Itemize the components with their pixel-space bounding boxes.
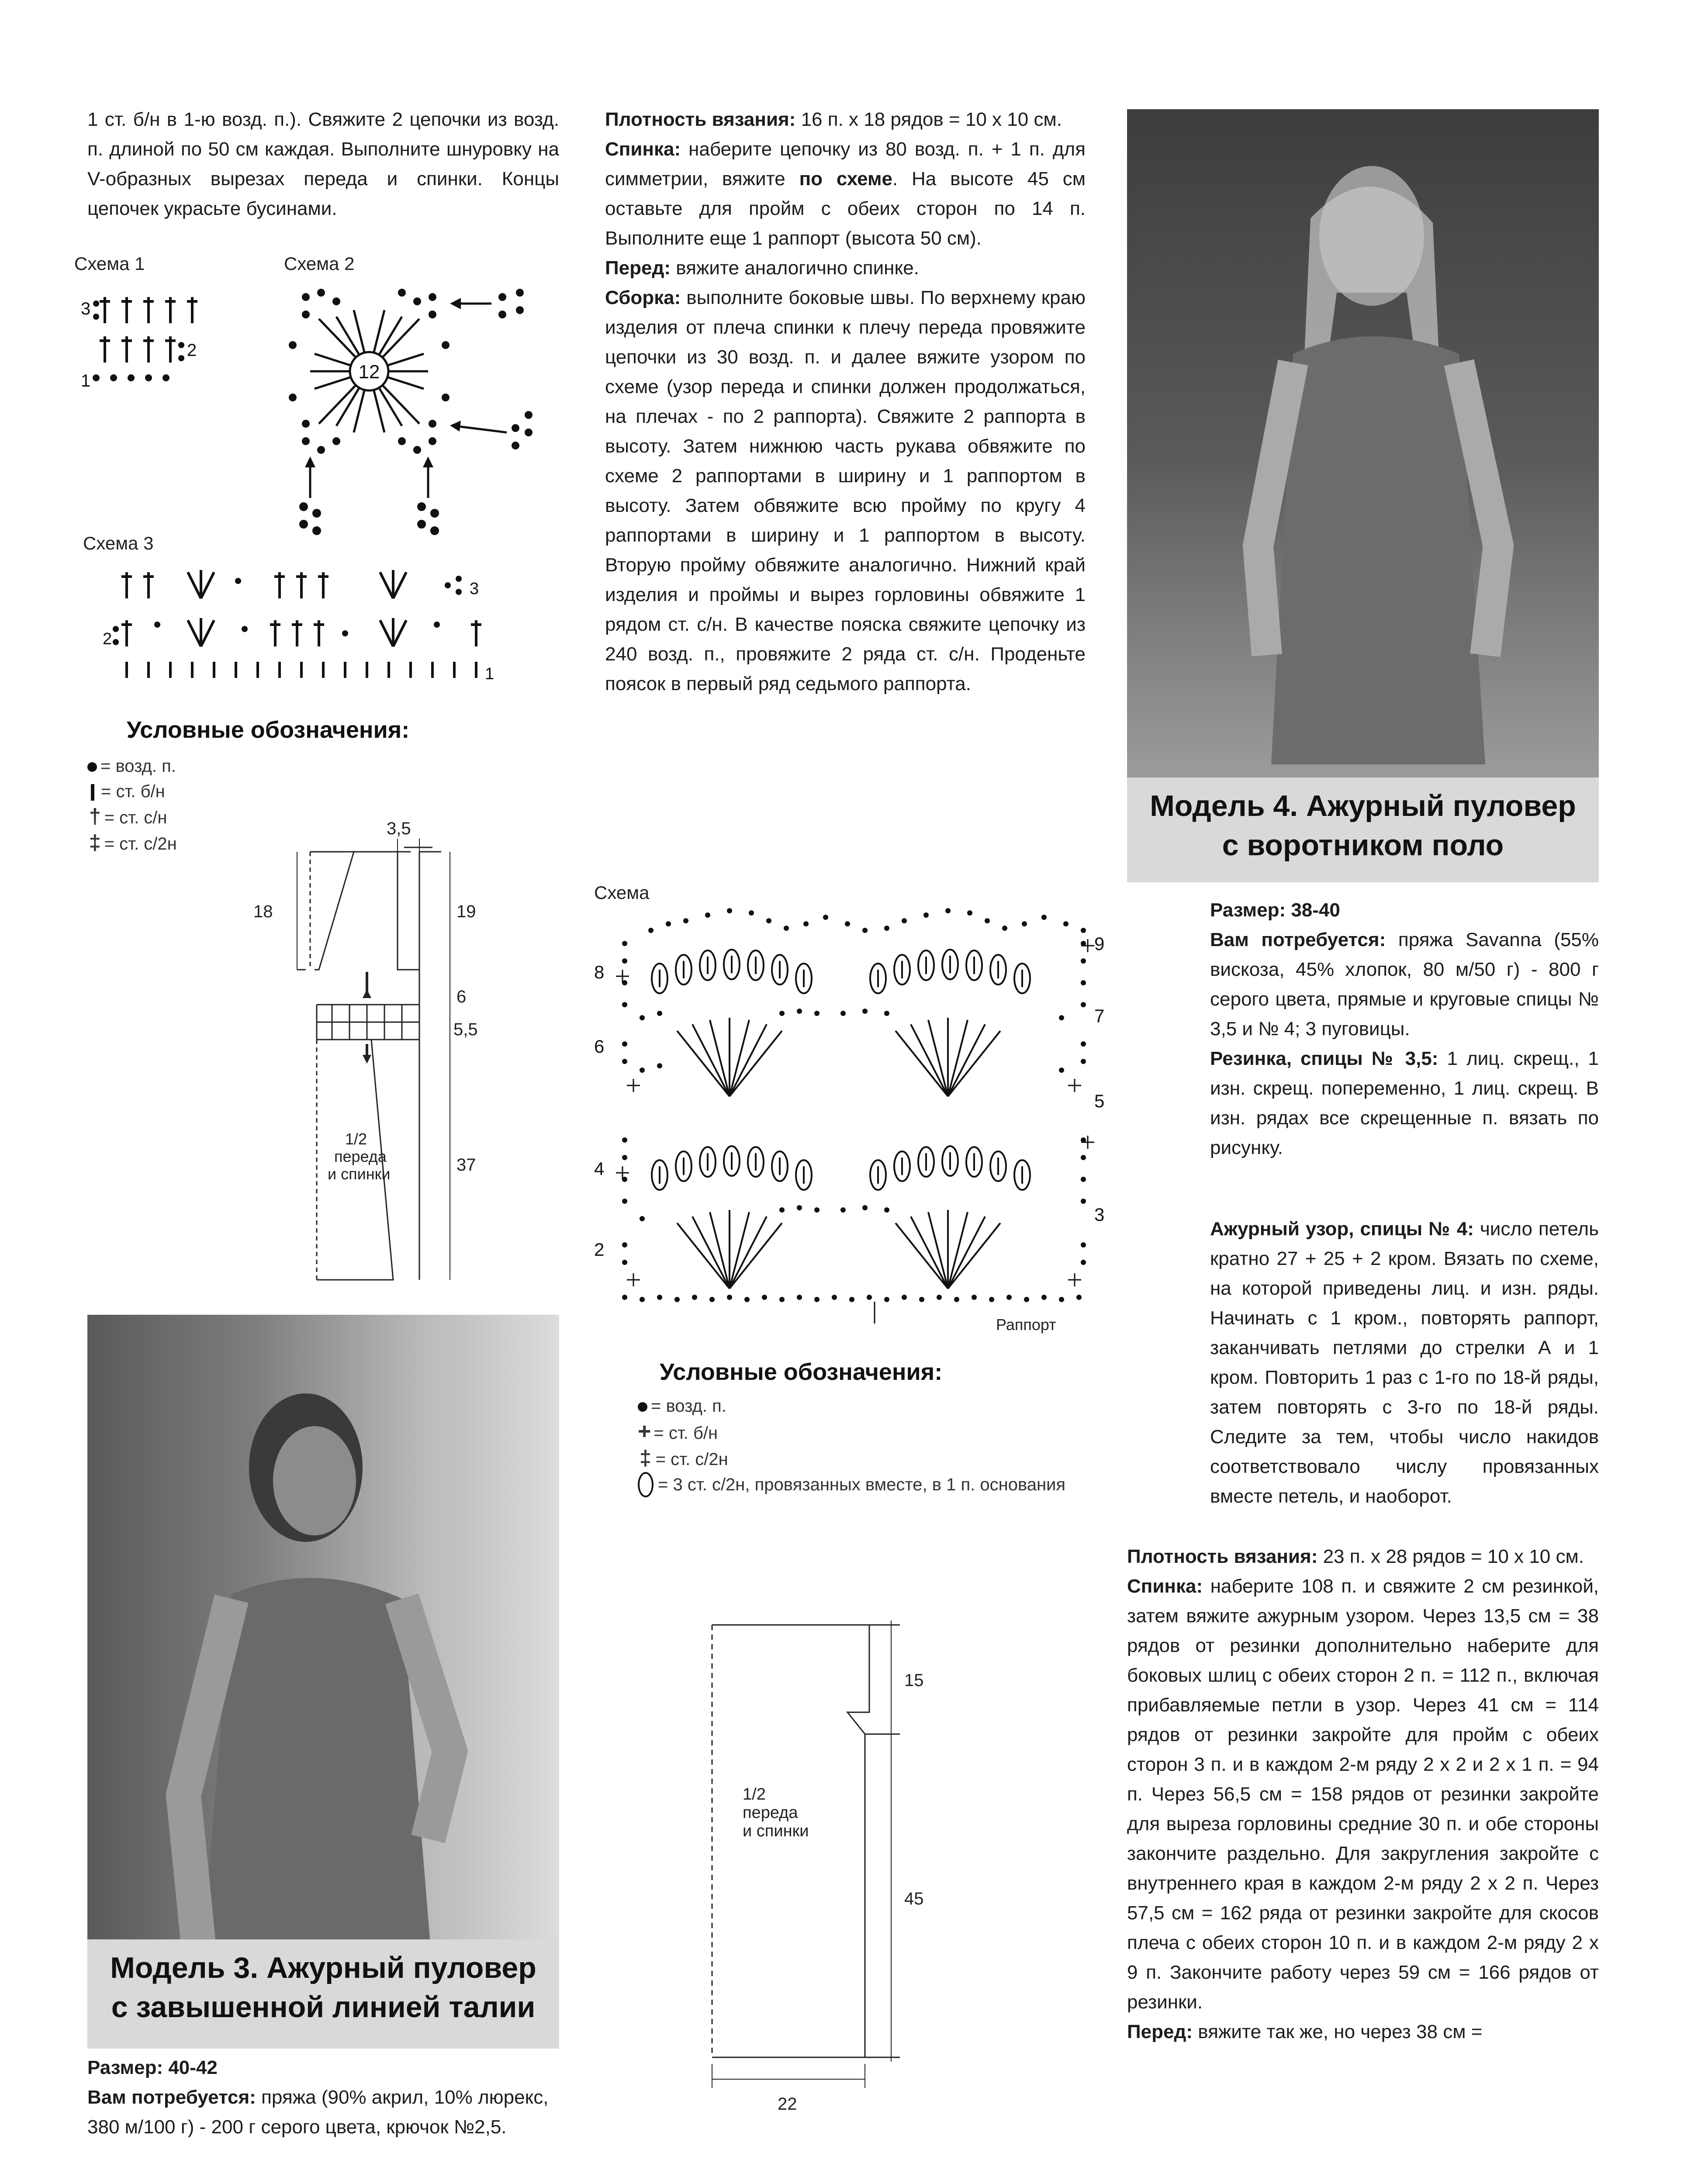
col2-scheme-label: Схема <box>594 882 650 903</box>
pattern1-dim-top: 3,5 <box>387 819 411 838</box>
model3-title-line2: с завышенной линией талии <box>111 1990 536 2024</box>
col1-pattern-diagram <box>245 773 550 1297</box>
col2-pattern-diagram <box>686 1607 992 2149</box>
pattern1-dim-6: 6 <box>456 987 467 1006</box>
pattern2-half-label: 1/2 переда и спинки <box>743 1785 809 1840</box>
row-num-3: 3 <box>1094 1204 1105 1225</box>
model4-front: Перед: вяжите так же, но через 38 см = <box>1127 2021 1483 2042</box>
pattern1-dim-left: 18 <box>253 902 273 921</box>
legend-plus-icon: + <box>638 1419 651 1444</box>
model3-title-line1: Модель 3. Ажурный пуловер <box>110 1951 536 1984</box>
col1-intro-paragraph: 1 ст. б/н в 1-ю возд. п.). Свяжите 2 цепочки из возд. п. длиной по 50 см каждая. Выполните шнуровку на V-образных вырезах переда и спинки. Концы цепочек украсьте бусинами. <box>87 109 559 219</box>
legend-tr-icon: ‡ <box>89 831 101 854</box>
col3-text-bottom <box>1127 1542 1599 2047</box>
model3-size: Размер: 40-42 <box>87 2057 218 2078</box>
model3-specs <box>87 2053 559 2142</box>
col1-legend <box>87 753 177 857</box>
col2-assembly: Сборка: выполните боковые швы. По верхнему краю изделия от плеча спинки к плечу переда провяжите цепочки из 30 возд. п. и далее вяжите узором по схеме (узор переда и спинки должен продолжаться, на плечах - по 2 раппорта). Свяжите 2 раппорта в высоту. Затем нижнюю часть рукава обвяжите по схеме 2 раппортами в ширину и 1 раппортом в высоту. Затем обвяжите всю пройму по кругу 4 раппортами в ширину и 1 раппортом в высоту. Вторую пройму обвяжите аналогично. Нижний край изделия и проймы и вырез горловины обвяжите 1 рядом ст. с/н. В качестве пояска свяжите цепочку из 240 возд. п., провяжите 2 ряда ст. с/н. Проденьте поясок в первый ряд седьмого раппорта. <box>605 287 1086 695</box>
scheme1-diagram <box>79 280 210 393</box>
row-num-8: 8 <box>594 962 605 982</box>
svg-text:2: 2 <box>103 630 112 648</box>
legend-dc-icon: † <box>89 805 101 828</box>
scheme2-diagram <box>271 275 585 546</box>
svg-text:3: 3 <box>81 299 91 318</box>
col1-legend-tr: ‡ = ст. с/2н <box>87 830 177 857</box>
legend-tr-icon: ‡ <box>640 1447 651 1470</box>
model4-need: Вам потребуется: пряжа Savanna (55% вискоза, 45% хлопок, 80 м/50 г) - 800 г серого цвета, прямые и круговые спицы № 3,5 и № 4; 3 пуговицы. <box>1210 929 1599 1040</box>
model4-title-line1: Модель 4. Ажурный пуловер <box>1150 789 1576 822</box>
legend-dot-icon <box>638 1402 647 1412</box>
pattern1-dim-right: 19 <box>456 902 476 921</box>
col2-legend-title: Условные обозначения: <box>660 1359 943 1385</box>
col2-lace-scheme <box>581 904 1193 1337</box>
col2-text <box>605 105 1086 699</box>
scheme3-diagram <box>79 563 515 686</box>
row-num-5: 5 <box>1094 1091 1105 1111</box>
legend-dot-icon <box>87 762 97 772</box>
pattern1-half-label: 1/2 переда и спинки <box>328 1130 391 1183</box>
col2-legend <box>638 1393 1101 1497</box>
col2-front: Перед: вяжите аналогично спинке. <box>605 257 919 279</box>
model4-lace: Ажурный узор, спицы № 4: число петель кратно 27 + 25 + 2 кром. Вязать по схеме, на которой приведены лиц. и изн. ряды. Начинать с 1 кром., повторять раппорт, заканчивать петлями до стрелки А и 1 кром. Повторить 1 раз с 1-го по 18-й ряды, затем повторять с 3-го по 18-й ряды. Следите за тем, чтобы число накидов соответствовало числу провязанных вместе петель, и наоборот. <box>1210 1218 1599 1507</box>
lace-shells-lower <box>652 1146 1030 1289</box>
col1-intro-text <box>87 105 559 224</box>
lace-shells-upper <box>652 950 1030 1096</box>
model4-density: Плотность вязания: 23 п. х 28 рядов = 10 х 10 см. <box>1127 1546 1584 1567</box>
model4-size: Размер: 38-40 <box>1210 899 1340 921</box>
scheme2-label: Схема 2 <box>284 253 355 274</box>
col2-legend-cluster: = 3 ст. с/2н, провязанных вместе, в 1 п. основания <box>638 1472 1101 1497</box>
col2-legend-sc: + = ст. б/н <box>638 1419 718 1444</box>
col1-legend-chain: = возд. п. <box>87 753 177 779</box>
model3-title <box>87 1939 559 2049</box>
svg-text:1: 1 <box>485 665 494 683</box>
col3-text-lace <box>1210 1214 1599 1511</box>
pattern2-dim-bottom: 22 <box>778 2094 797 2114</box>
model4-title <box>1127 778 1599 882</box>
col1-legend-title: Условные обозначения: <box>127 717 410 743</box>
scheme3-row3 <box>121 570 406 598</box>
row-num-2: 2 <box>594 1239 605 1260</box>
pattern1-dim-37: 37 <box>456 1155 476 1175</box>
pattern1-dim-55: 5,5 <box>453 1020 478 1039</box>
scheme3-row2 <box>121 618 481 646</box>
row-num-4: 4 <box>594 1158 605 1179</box>
model4-photo <box>1127 109 1599 882</box>
model4-title-line2: с воротником поло <box>1222 829 1504 862</box>
svg-text:3: 3 <box>470 580 479 598</box>
col2-legend-tr: ‡ = ст. с/2н <box>638 1446 1101 1472</box>
legend-bar-icon <box>91 784 94 801</box>
model3-need: Вам потребуется: пряжа (90% акрил, 10% люрекс, 380 м/100 г) - 200 г серого цвета, крючок №2,5. <box>87 2087 549 2138</box>
model3-photo <box>87 1315 559 2040</box>
model4-figure <box>1127 109 1599 882</box>
row-num-6: 6 <box>594 1036 605 1057</box>
scheme3-label: Схема 3 <box>83 533 154 553</box>
col2-density: Плотность вязания: 16 п. х 18 рядов = 10 х 10 см. <box>605 109 1062 130</box>
col1-legend-dc: † = ст. с/н <box>87 804 177 830</box>
model3-figure <box>87 1315 559 2040</box>
col2-back: Спинка: наберите цепочку из 80 возд. п. + 1 п. для симметрии, вяжите по схеме. На высоте 45 см оставьте для пройм с обеих сторон по 14 п. Выполните еще 1 раппорт (высота 50 см). <box>605 138 1086 249</box>
col1-legend-sc: = ст. б/н <box>87 779 177 804</box>
row-num-7: 7 <box>1094 1006 1105 1026</box>
pattern2-dim-top: 15 <box>904 1671 924 1690</box>
row-num-9: 9 <box>1094 933 1105 954</box>
svg-text:1: 1 <box>81 371 91 390</box>
scheme1-row3 <box>100 297 197 323</box>
scheme1-label: Схема 1 <box>74 253 145 274</box>
legend-cluster-icon <box>638 1472 654 1497</box>
col3-text-top <box>1210 895 1599 1163</box>
col2-legend-chain: = возд. п. <box>638 1393 1101 1419</box>
pattern2-dim-side: 45 <box>904 1889 924 1908</box>
scheme2-center-number: 12 <box>358 361 380 383</box>
model4-rib: Резинка, спицы № 3,5: 1 лиц. скрещ., 1 изн. скрещ. попеременно, 1 лиц. скрещ. В изн. рядах все скрещенные п. вязать по рисунку. <box>1210 1048 1599 1158</box>
model4-back: Спинка: наберите 108 п. и свяжите 2 см резинкой, затем вяжите ажурным узором. Через 13,5 см = 38 рядов от резинки дополнительно наберите для боковых шлиц с обеих сторон 2 п. = 112 п., включая прибавляемые петли в узор. Через 41 см = 114 рядов от резинки закройте для пройм с обеих сторон 3 п. и в каждом 2-м ряду 2 х 2 и 2 х 1 п. = 94 п. Через 56,5 см = 158 рядов от резинки закройте для выреза горловины средние 30 п. и обе стороны закончите раздельно. Для закругления закройте с внутреннего края в каждом 2-м ряду 2 х 2 п. Через 57,5 см = 162 ряда от резинки закройте для скосов плеча с обеих сторон 10 п. и в каждом 2-м ряду 2 х 9 п. Закончите работу через 59 см = 166 рядов от резинки. <box>1127 1576 1599 2013</box>
svg-text:2: 2 <box>187 341 197 360</box>
rapport-label: Раппорт <box>996 1316 1056 1334</box>
scheme3-row1 <box>127 662 476 678</box>
scheme1-row2 <box>100 336 176 363</box>
